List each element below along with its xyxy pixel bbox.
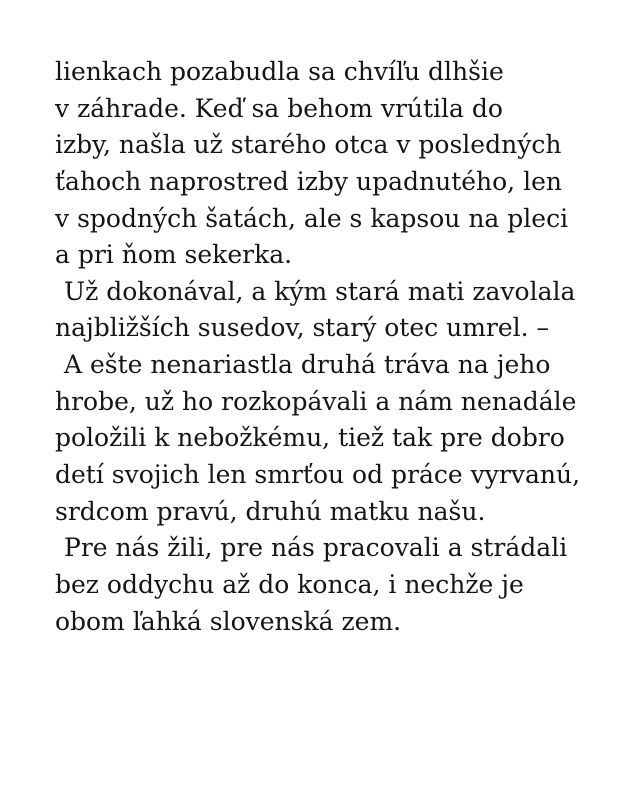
text-column xyxy=(55,54,615,640)
text-line: položili k nebožkému, tiež tak pre dobro xyxy=(55,423,565,453)
text-line: ťahoch naprostred izby upadnutého, len xyxy=(55,166,562,196)
paragraph-start-line: Už dokonával, a kým stará mati zavolala xyxy=(64,276,576,306)
text-line: lienkach pozabudla sa chvíľu dlhšie xyxy=(55,57,504,86)
text-line: bez oddychu až do konca, i nechže je xyxy=(55,569,524,599)
paragraph-start-line: Pre nás žili, pre nás pracovali a strádali xyxy=(64,533,568,563)
text-line: detí svojich len smrťou od práce vyrvanú, xyxy=(55,460,581,490)
text-line: hrobe, už ho rozkopávali a nám nenadále xyxy=(55,386,577,416)
text-line: najbližších susedov, starý otec umrel. – xyxy=(55,313,550,343)
paragraph-start-line: A ešte nenariastla druhá tráva na jeho xyxy=(64,350,551,380)
text-line: srdcom pravú, druhú matku našu. xyxy=(55,496,486,526)
text-line: a pri ňom sekerka. xyxy=(55,240,293,270)
text-line: v spodných šatách, ale s kapsou na pleci xyxy=(55,203,569,233)
text-line: v záhrade. Keď sa behom vrútila do xyxy=(55,93,503,123)
text-line: izby, našla už starého otca v posledných xyxy=(55,130,562,160)
text-line: obom ľahká slovenská zem. xyxy=(55,606,402,636)
